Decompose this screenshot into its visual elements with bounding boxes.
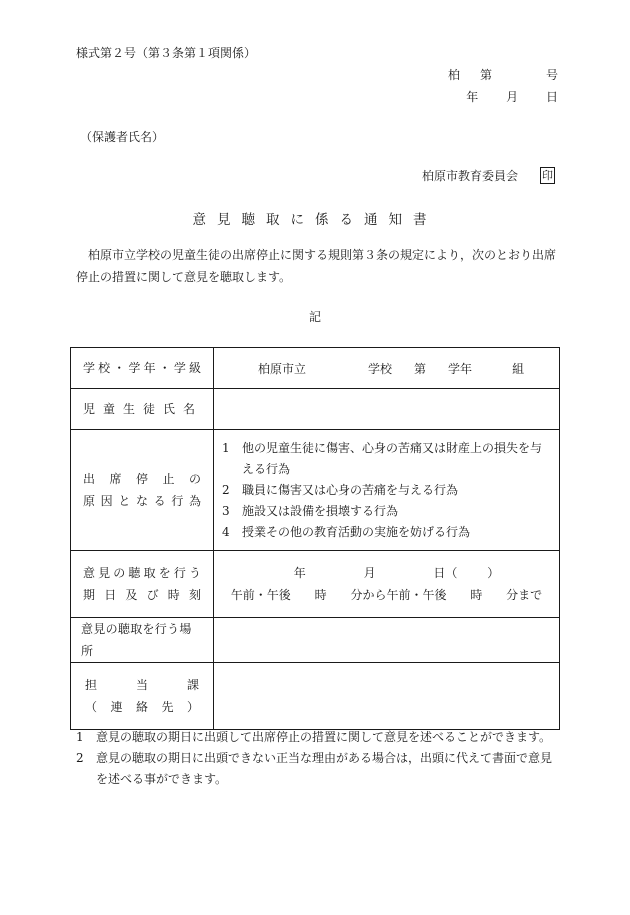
date-time-time [214,584,559,606]
form-number: 様式第２号（第３条第１項関係） [76,46,257,60]
student-name-label: 児童生徒氏名 [83,402,195,416]
reason-item [222,501,553,522]
dt-from-hour: 時 [314,588,327,602]
reason-item [222,438,553,480]
reason-item-text: 他の児童生徒に傷害、心身の苦痛又は財産上の損失を与える行為 [242,440,543,476]
school-label-cell [71,348,214,389]
reason-item-number: 2 [222,482,230,497]
department-label-cell [71,663,214,730]
note-number: 1 [76,730,84,744]
dt-month: 月 [363,566,376,580]
place-label: 意見の聴取を行う場所 [81,622,192,658]
reference-mid: 第 [479,68,492,82]
reason-value-cell [214,430,560,551]
issue-date [466,88,558,105]
reference-prefix: 柏 [447,68,460,82]
row-date-time [71,551,560,618]
school-class: 組 [512,361,525,376]
reason-item [222,522,553,543]
row-school [71,348,560,389]
dt-year: 年 [293,566,306,580]
school-school: 学校 [368,361,393,376]
date-time-label-line2: 期日及び時刻 [83,588,201,602]
school-value-cell[interactable] [214,348,560,389]
reason-item-number: 3 [222,503,230,518]
ki-heading: 記 [308,310,321,324]
dt-from-ampm: 午前・午後 [230,588,291,602]
school-grade: 学年 [448,361,473,376]
date-time-value-cell[interactable] [214,551,560,618]
reason-label-line1: 出席停止の [83,472,201,486]
dt-day: 日（ [433,566,458,580]
issuer-name: 柏原市教育委員会 [421,169,518,183]
date-month: 月 [506,90,519,104]
reference-number [448,66,558,83]
school-city: 柏原市立 [258,361,307,376]
dt-day-close: ） [487,566,500,580]
note-item [76,748,562,790]
date-time-label-line1: 意見の聴取を行う [83,566,201,580]
reason-item-text: 職員に傷害又は心身の苦痛を与える行為 [242,482,459,497]
dt-to-hour: 時 [470,588,483,602]
note-number: 2 [76,751,84,765]
student-name-label-cell [71,389,214,430]
reason-item-number: 4 [222,524,230,539]
date-time-date [214,562,559,584]
dt-to-minute: 分まで [506,588,543,602]
reason-item [222,480,553,501]
school-label: 学校・学年・学級 [83,361,201,375]
row-place [71,618,560,663]
row-department [71,663,560,730]
department-label-line2: （連絡先） [85,700,199,714]
notice-table [70,347,560,730]
row-student-name [71,389,560,430]
place-value-cell[interactable] [214,618,560,663]
date-year: 年 [466,90,479,104]
note-text: 意見の聴取の期日に出頭できない正当な理由がある場合は，出頭に代えて書面で意見を述べる事ができます。 [96,751,553,786]
reason-list [214,434,559,547]
reason-item-number: 1 [222,440,230,455]
note-item [76,727,562,748]
reason-label-line2: 原因となる行為 [83,494,201,508]
issuer [422,167,555,184]
document-title: 意見聴取に係る通知書 [192,212,438,228]
body-text: 柏原市立学校の児童生徒の出席停止に関する規則第３条の規定により，次のとおり出席停止の措置に関して意見を聴取します。 [76,248,557,284]
reason-label-cell [71,430,214,551]
department-label-line1: 担当課 [85,678,199,692]
dt-from-minute: 分から午前・午後 [350,588,447,602]
school-dai: 第 [414,361,427,376]
department-value-cell[interactable] [214,663,560,730]
row-reason [71,430,560,551]
place-label-cell [71,618,214,663]
student-name-value-cell[interactable] [214,389,560,430]
school-line [214,360,559,377]
reason-item-text: 施設又は設備を損壊する行為 [242,503,399,518]
note-text: 意見の聴取の期日に出頭して出席停止の措置に関して意見を述べることができます。 [96,730,552,744]
date-day: 日 [545,90,558,104]
reason-item-text: 授業その他の教育活動の実施を妨げる行為 [242,524,471,539]
guardian-name-label: （保護者氏名） [80,130,165,144]
date-time-label-cell [71,551,214,618]
notes [76,727,562,790]
reference-suffix: 号 [545,68,558,82]
seal-mark: 印 [542,169,553,182]
